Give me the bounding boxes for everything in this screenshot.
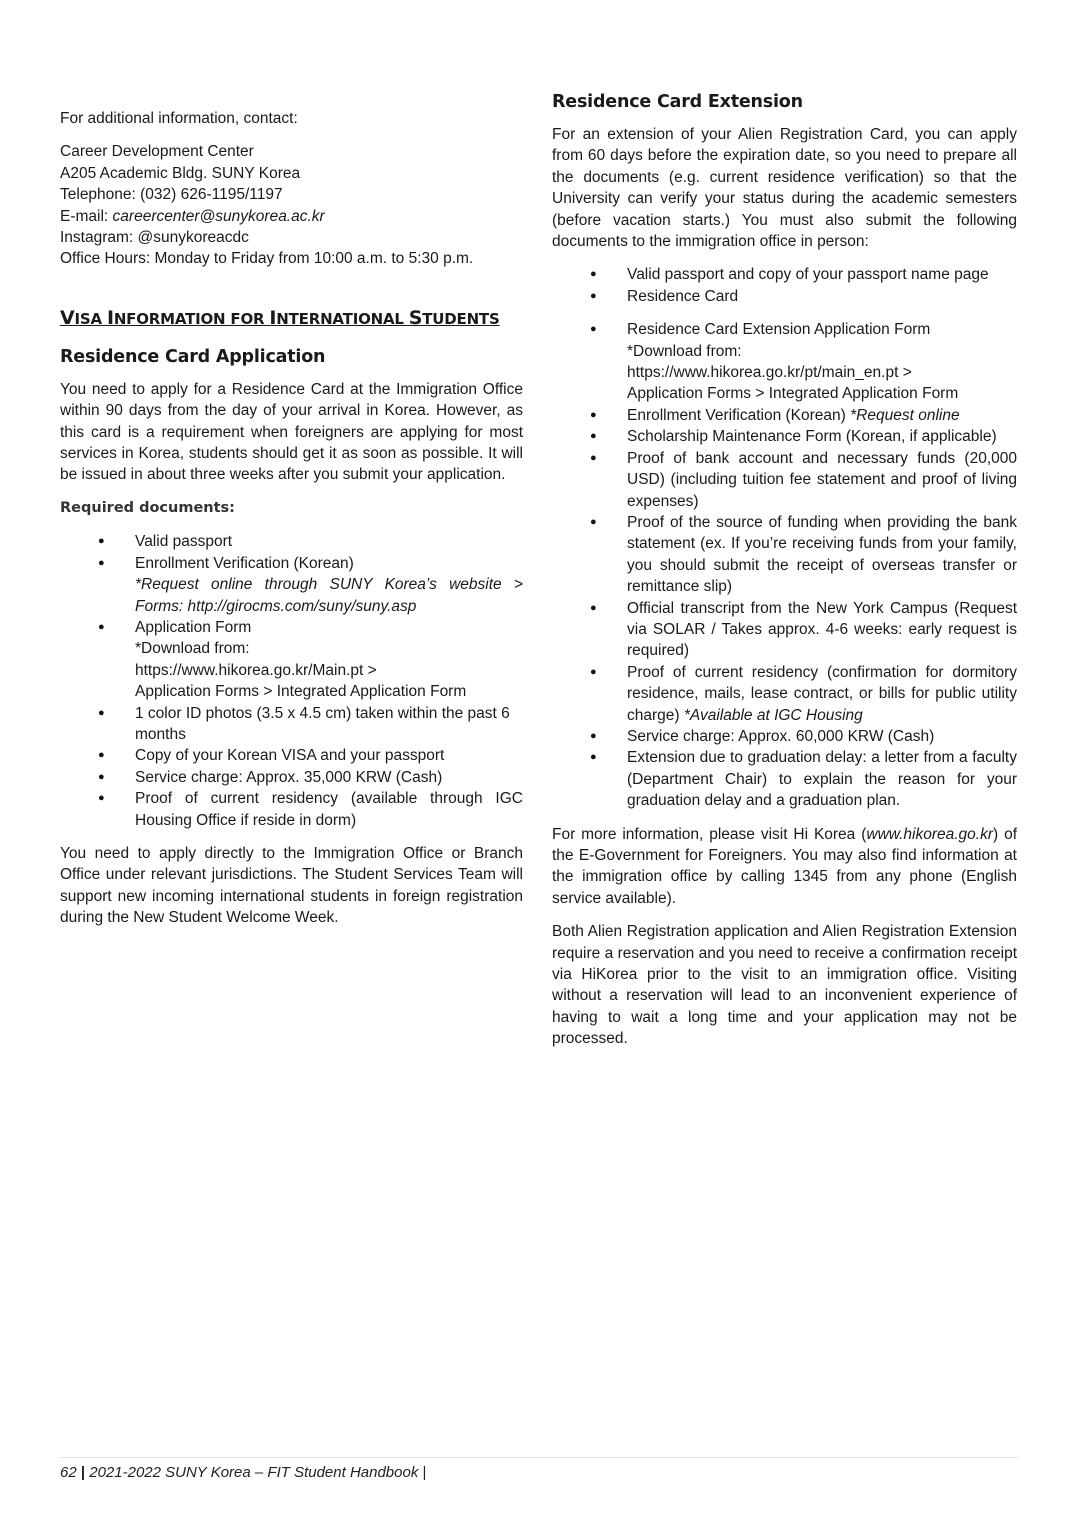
hikorea-link[interactable]: www.hikorea.go.kr bbox=[866, 825, 994, 843]
handbook-title: 2021-2022 SUNY Korea – FIT Student Handbook bbox=[89, 1464, 419, 1481]
more-info: For more information, please visit Hi Korea (www.hikorea.go.kr) of the E-Government for Foreigners. You may also find information at the immigration office by calling 1345 from any phone (English service available). bbox=[552, 825, 1018, 907]
required-documents-heading: Required documents: bbox=[60, 499, 235, 516]
contact-line: Career Development Center bbox=[60, 143, 254, 161]
list-item: ● Service charge: Approx. 35,000 KRW (Cash) bbox=[60, 767, 523, 788]
list-item: ● Copy of your Korean VISA and your passport bbox=[60, 745, 523, 766]
left-column bbox=[60, 108, 523, 941]
application-closing: You need to apply directly to the Immigration Office or Branch Office under relevant jurisdictions. The Student Services Team will support new incoming international students in foreign registration during the New Student Welcome Week. bbox=[60, 844, 523, 927]
extension-documents-list bbox=[552, 264, 1017, 811]
email-link[interactable]: careercenter@sunykorea.ac.kr bbox=[112, 207, 325, 225]
contact-line: Telephone: (032) 626-1195/1197 bbox=[60, 186, 283, 204]
list-item: ● Proof of current residency (confirmation for dormitory residence, mails, lease contract, or bills for public utility charge) *Available at IGC Housing bbox=[552, 662, 1017, 726]
list-item: ● 1 color ID photos (3.5 x 4.5 cm) taken within the past 6 months bbox=[60, 703, 523, 746]
list-item: ● Extension due to graduation delay: a letter from a faculty (Department Chair) to explain the reason for your graduation delay and a graduation plan. bbox=[552, 747, 1017, 811]
list-item: ● Valid passport bbox=[60, 531, 523, 552]
right-column bbox=[552, 90, 1017, 1062]
extension-heading: Residence Card Extension bbox=[552, 92, 803, 112]
list-item: ● Service charge: Approx. 60,000 KRW (Cash) bbox=[552, 726, 1017, 747]
email-label: E-mail: bbox=[60, 207, 113, 225]
extension-intro: For an extension of your Alien Registration Card, you can apply from 60 days before the expiration date, so you need to prepare all the documents (e.g. current residence verification) so that the University can verify your status during the academic semesters (before vacation starts.) You must also submit the following documents to the immigration office in person: bbox=[552, 126, 1017, 251]
visa-section-title: VISA INFORMATION FOR INTERNATIONAL STUDENTS bbox=[60, 306, 500, 329]
instagram-line: Instagram: @sunykoreacdc bbox=[60, 229, 249, 247]
list-item: ● Valid passport and copy of your passport name page bbox=[552, 264, 1017, 285]
list-item: ● Proof of the source of funding when providing the bank statement (ex. If you’re receiving funds from your family, you should submit the receipt of overseas transfer or remittance slip) bbox=[552, 512, 1017, 598]
contact-line: A205 Academic Bldg. SUNY Korea bbox=[60, 164, 301, 182]
list-item: ● Residence Card Extension Application Form *Download from: https://www.hikorea.go.kr/pt/main_en.pt > Application Forms > Integrated Application Form bbox=[552, 319, 1017, 405]
list-item: ● Official transcript from the New York Campus (Request via SOLAR / Takes approx. 4-6 weeks: early request is required) bbox=[552, 598, 1017, 662]
contact-block bbox=[60, 141, 523, 269]
contact-intro: For additional information, contact: bbox=[60, 110, 298, 127]
list-item: ● Enrollment Verification (Korean) *Request online through SUNY Korea’s website > Forms: http://girocms.com/suny/suny.asp bbox=[60, 553, 523, 617]
list-item: ● Proof of bank account and necessary funds (20,000 USD) (including tuition fee statement and proof of living expenses) bbox=[552, 448, 1017, 512]
page-number: 62 bbox=[60, 1464, 77, 1481]
reservation-note: Both Alien Registration application and Alien Registration Extension require a reservation and you need to receive a confirmation receipt via HiKorea prior to the visit to an immigration office. Visiting without a reservation will lead to an inconvenient experience of having to wait a long time and your application may not be processed. bbox=[552, 923, 1017, 1048]
application-heading: Residence Card Application bbox=[60, 346, 326, 367]
list-item: ● Proof of current residency (available through IGC Housing Office if reside in dorm) bbox=[60, 788, 523, 831]
application-intro: You need to apply for a Residence Card at the Immigration Office within 90 days from the day of your arrival in Korea. However, as this card is a requirement when foreigners are applying for most services in Korea, students should get it as soon as possible. It will be issued in about three weeks after you submit your application. bbox=[60, 380, 523, 484]
list-item: ● Application Form *Download from: https://www.hikorea.go.kr/Main.pt > Application Forms > Integrated Application Form bbox=[60, 617, 523, 703]
list-item: ● Residence Card bbox=[552, 286, 1017, 307]
list-item: ● Enrollment Verification (Korean) *Request online bbox=[552, 405, 1017, 426]
list-item: ● Scholarship Maintenance Form (Korean, if applicable) bbox=[552, 426, 1017, 447]
required-documents-list bbox=[60, 531, 523, 831]
page-footer: 62 | 2021-2022 SUNY Korea – FIT Student Handbook | bbox=[60, 1457, 1018, 1483]
office-hours: Office Hours: Monday to Friday from 10:00 a.m. to 5:30 p.m. bbox=[60, 250, 474, 268]
